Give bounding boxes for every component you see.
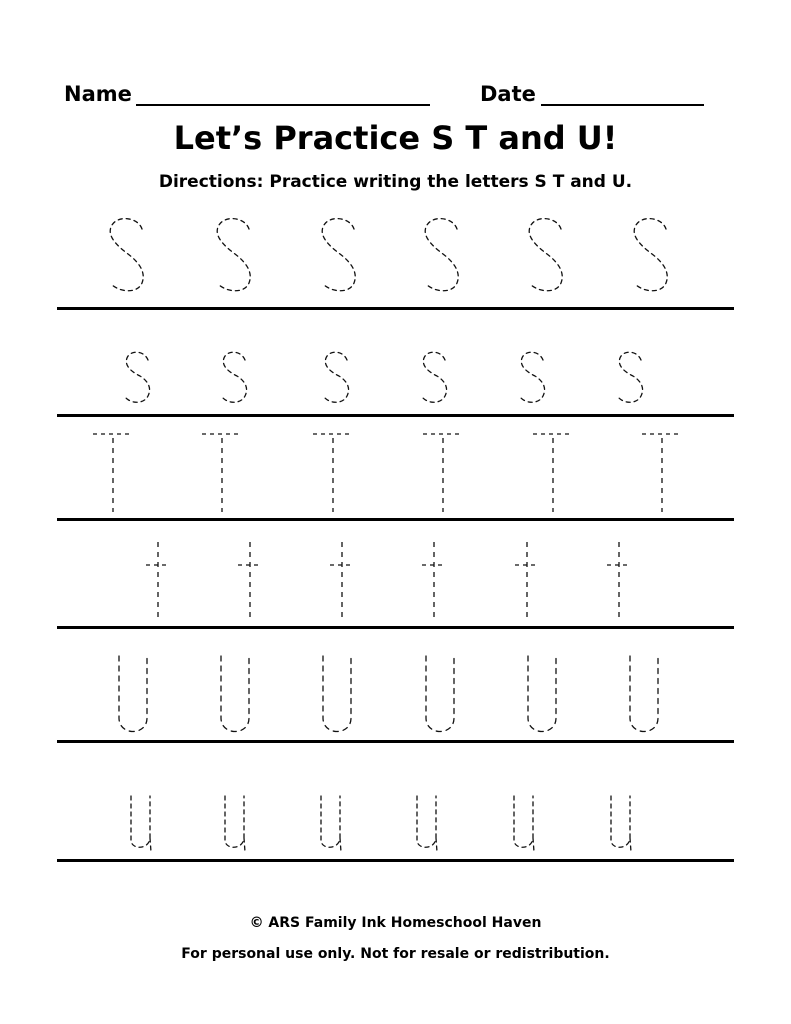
tracing-letter-s-lower — [325, 352, 349, 402]
tracing-letter-T-upper — [93, 434, 133, 512]
tracing-letter-S-upper — [217, 219, 250, 291]
page-title: Let’s Practice S T and U! — [173, 119, 618, 157]
tracing-letter-s-lower — [423, 352, 447, 402]
writing-baseline — [57, 740, 734, 743]
tracing-letter-U-upper — [323, 656, 351, 732]
writing-baseline — [57, 518, 734, 521]
writing-baseline — [57, 307, 734, 310]
date-label: Date — [480, 82, 536, 106]
tracing-letter-U-upper — [426, 656, 454, 732]
tracing-letter-T-upper — [642, 434, 682, 512]
tracing-letter-u-lower — [611, 796, 631, 852]
writing-baseline — [57, 414, 734, 417]
tracing-letter-t-lower — [330, 542, 354, 622]
tracing-letter-u-lower — [321, 796, 341, 852]
practice-row-lower-t — [57, 542, 734, 629]
tracing-letter-T-upper — [202, 434, 242, 512]
tracing-letter-u-lower — [514, 796, 534, 852]
tracing-letter-s-lower — [126, 352, 150, 402]
tracing-letter-U-upper — [630, 656, 658, 732]
tracing-letter-t-lower — [238, 542, 262, 622]
tracing-letter-s-lower — [223, 352, 247, 402]
name-label: Name — [64, 82, 132, 106]
tracing-letter-u-lower — [131, 796, 151, 852]
practice-row-upper-t — [57, 434, 734, 521]
tracing-letter-S-upper — [322, 219, 355, 291]
practice-row-lower-u — [57, 796, 734, 862]
tracing-letter-U-upper — [528, 656, 556, 732]
tracing-letter-t-lower — [607, 542, 631, 622]
writing-baseline — [57, 626, 734, 629]
tracing-letter-t-lower — [146, 542, 170, 622]
tracing-letter-S-upper — [634, 219, 667, 291]
tracing-letter-t-lower — [422, 542, 446, 622]
tracing-letter-S-upper — [110, 219, 143, 291]
writing-baseline — [57, 859, 734, 862]
practice-row-upper-s — [57, 219, 734, 310]
usage-notice: For personal use only. Not for resale or redistribution. — [181, 946, 610, 962]
tracing-letter-T-upper — [533, 434, 573, 512]
tracing-letter-T-upper — [313, 434, 353, 512]
tracing-letter-s-lower — [619, 352, 643, 402]
copyright-notice: © ARS Family Ink Homeschool Haven — [249, 915, 542, 931]
tracing-letter-t-lower — [515, 542, 539, 622]
tracing-letter-u-lower — [417, 796, 437, 852]
tracing-letter-U-upper — [119, 656, 147, 732]
directions-text: Directions: Practice writing the letters S T and U. — [158, 172, 633, 192]
tracing-letter-T-upper — [423, 434, 463, 512]
tracing-letter-u-lower — [225, 796, 245, 852]
tracing-letter-U-upper — [221, 656, 249, 732]
practice-row-lower-s — [57, 352, 734, 417]
practice-row-upper-u — [57, 656, 734, 743]
tracing-letter-S-upper — [529, 219, 562, 291]
tracing-letter-s-lower — [521, 352, 545, 402]
tracing-letter-S-upper — [425, 219, 458, 291]
